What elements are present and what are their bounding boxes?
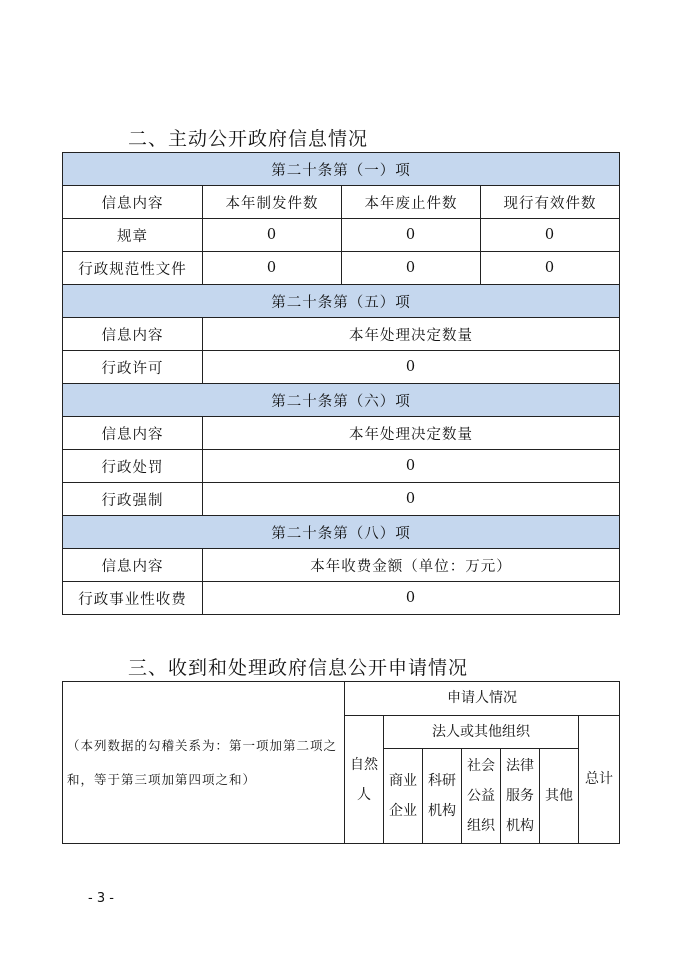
table-row — [63, 483, 620, 516]
table-row — [63, 351, 620, 384]
header-row — [63, 549, 620, 582]
header-cell: 本年制发件数 — [203, 186, 342, 219]
header-cell: 信息内容 — [63, 549, 203, 582]
section-2-title: 二、主动公开政府信息情况 — [128, 128, 369, 150]
table-row — [63, 252, 620, 285]
row-label: 行政强制 — [63, 483, 203, 516]
page-number: - 3 - — [88, 891, 114, 906]
article-band: 第二十条第（一）项 — [63, 153, 620, 186]
header-cell: 信息内容 — [63, 186, 203, 219]
article-band: 第二十条第（六）项 — [63, 384, 620, 417]
header-row — [63, 318, 620, 351]
total-header: 总计 — [579, 716, 620, 844]
natural-person-header: 自然人 — [345, 716, 384, 844]
row-label: 规章 — [63, 219, 203, 252]
band-row-art5 — [63, 285, 620, 318]
table-row — [63, 582, 620, 615]
value-cell: 0 — [481, 252, 620, 285]
article-band: 第二十条第（八）项 — [63, 516, 620, 549]
header-row — [63, 682, 620, 716]
value-cell: 0 — [203, 582, 620, 615]
row-label: 行政规范性文件 — [63, 252, 203, 285]
band-row-art6 — [63, 384, 620, 417]
band-row-art1 — [63, 153, 620, 186]
value-cell: 0 — [342, 252, 481, 285]
note-cell: （本列数据的勾稽关系为：第一项加第二项之和，等于第三项加第四项之和） — [63, 682, 345, 844]
header-cell: 本年处理决定数量 — [203, 417, 620, 450]
header-cell: 本年收费金额（单位：万元） — [203, 549, 620, 582]
value-cell: 0 — [203, 219, 342, 252]
value-cell: 0 — [342, 219, 481, 252]
header-cell: 信息内容 — [63, 417, 203, 450]
table-row — [63, 450, 620, 483]
legal-column-header: 科研机构 — [423, 749, 462, 844]
header-cell: 本年处理决定数量 — [203, 318, 620, 351]
application-handling-table — [62, 681, 620, 844]
legal-column-header: 商业企业 — [384, 749, 423, 844]
legal-entity-header: 法人或其他组织 — [384, 716, 579, 749]
legal-column-header: 其他 — [540, 749, 579, 844]
row-label: 行政事业性收费 — [63, 582, 203, 615]
value-cell: 0 — [203, 252, 342, 285]
value-cell: 0 — [481, 219, 620, 252]
row-label: 行政处罚 — [63, 450, 203, 483]
header-cell: 现行有效件数 — [481, 186, 620, 219]
header-row — [63, 186, 620, 219]
header-cell: 信息内容 — [63, 318, 203, 351]
article-band: 第二十条第（五）项 — [63, 285, 620, 318]
row-label: 行政许可 — [63, 351, 203, 384]
section-3-title: 三、收到和处理政府信息公开申请情况 — [128, 657, 469, 679]
proactive-disclosure-table — [62, 152, 620, 615]
band-row-art8 — [63, 516, 620, 549]
table-row — [63, 219, 620, 252]
value-cell: 0 — [203, 351, 620, 384]
legal-column-header: 法律服务机构 — [501, 749, 540, 844]
header-cell: 本年废止件数 — [342, 186, 481, 219]
applicant-header: 申请人情况 — [345, 682, 620, 716]
value-cell: 0 — [203, 483, 620, 516]
header-row — [63, 417, 620, 450]
legal-column-header: 社会公益组织 — [462, 749, 501, 844]
value-cell: 0 — [203, 450, 620, 483]
